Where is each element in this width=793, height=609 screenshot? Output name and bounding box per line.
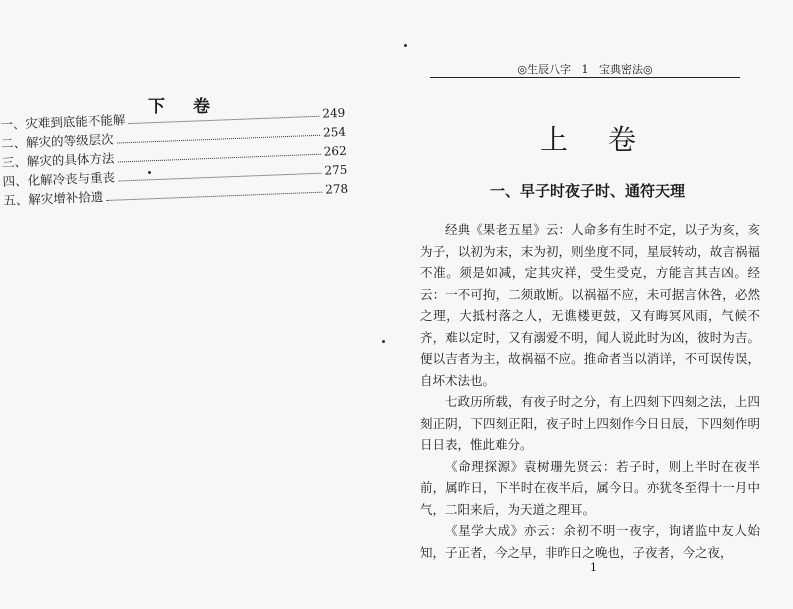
right-page (400, 0, 793, 609)
table-of-contents (0, 101, 348, 209)
running-head-series: 宝典密法 (599, 63, 643, 76)
upper-volume-title-char-2: 卷 (608, 123, 637, 156)
page-number: 1 (590, 561, 597, 574)
lower-volume-title-char-2: 卷 (193, 97, 210, 117)
upper-volume-title (540, 118, 636, 158)
paragraph: 《星学大成》亦云：余初不明一夜字，询诸监中友人始知，子正者，今之早，非昨日之晚也，子夜者，今之夜， (420, 523, 760, 560)
body-text (420, 219, 760, 563)
header-rule (430, 77, 740, 78)
ornament-glyph: ◎ (643, 63, 653, 76)
running-head (430, 61, 740, 77)
paragraph: 经典《果老五星》云：人命多有生时不定，以子为亥，亥为子，以初为末，末为初，则坐度不同，星辰转动，故言祸福不准。须是如减，定其灾祥，受生受克，方能言其吉凶。经云：一不可拘，二须敢断。以祸福不应，未可据言休咎，必然之理，大抵村落之人，无谯楼更鼓，又有晦冥风雨，气候不齐，难以定时，又有溺爱不明，闻人说此时为凶，彼时为吉。便以吉者为主，故祸福不应。推命者当以消详，不可误传误，自坏术法也。 (420, 222, 760, 388)
ornament-glyph: ◎ (517, 63, 527, 76)
running-head-book: 生辰八字 (527, 63, 571, 76)
toc-entry-title: 二、解灾的等级层次 (0, 131, 114, 151)
upper-volume-title-char-1: 上 (540, 123, 569, 156)
toc-entry-page: 278 (324, 181, 349, 197)
toc-entry-page: 275 (324, 162, 348, 178)
toc-entry-page: 254 (322, 124, 347, 140)
section-title: 一、早子时夜子时、通符天理 (490, 182, 686, 200)
scan-speck (404, 44, 407, 47)
lower-volume-title-char-1: 下 (148, 97, 165, 117)
toc-entry-title: 三、解灾的具体方法 (1, 150, 115, 170)
toc-entry-title: 五、解灾增补拾遗 (3, 189, 104, 208)
toc-entry-page: 249 (322, 105, 346, 121)
toc-entry-title: 四、化解冷丧与重丧 (2, 169, 116, 189)
toc-entry-title: 一、灾难到底能不能解 (0, 112, 126, 132)
running-head-separator: 1 (581, 63, 589, 76)
scan-speck (148, 171, 151, 174)
scan-speck (382, 340, 385, 343)
toc-leader-dots (106, 192, 322, 201)
paragraph: 七政历所载，有夜子时之分，有上四刻下四刻之法，上四刻正阴，下四刻正阳，夜子时上四刻作今日日辰，下四刻作明日日表，惟此难分。 (420, 394, 760, 452)
paragraph: 《命理探源》袁树珊先贤云：若子时，则上半时在夜半前，属昨日，下半时在夜半后，属今日。亦犹冬至得十一月中气，二阳来后，为天道之理耳。 (420, 458, 760, 517)
toc-entry-page: 262 (323, 143, 347, 159)
